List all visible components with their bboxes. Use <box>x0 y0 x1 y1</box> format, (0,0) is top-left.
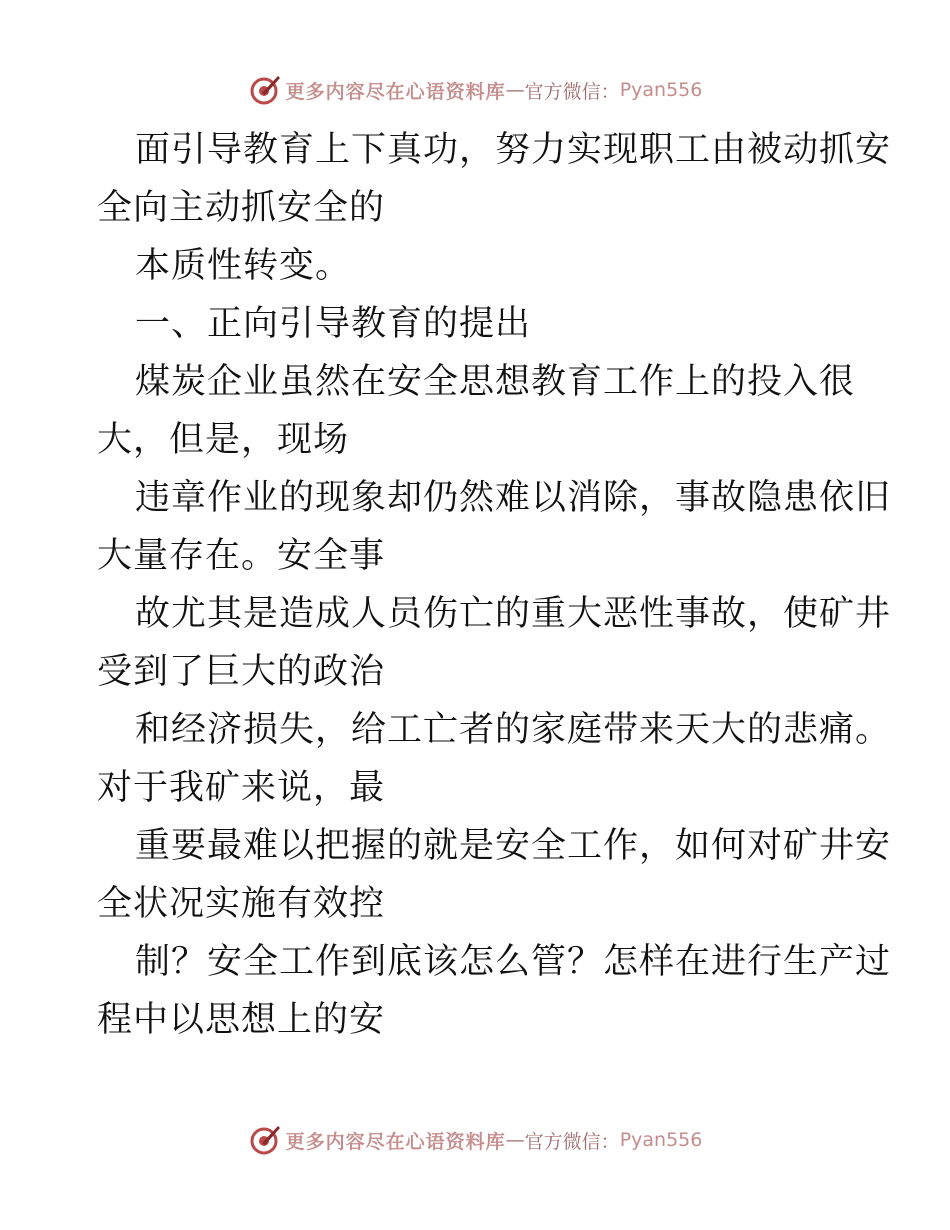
text-line: 对于我矿来说，最 <box>97 768 386 808</box>
watermark-suffix: 官方微信： <box>524 1130 620 1153</box>
quill-logo-icon <box>248 73 282 107</box>
text-line: 制？安全工作到底该怎么管？怎样在进行生产过 <box>135 942 892 982</box>
watermark-main-text: 更多内容尽在心语资料库 <box>285 1130 506 1153</box>
text-line: 面引导教育上下真功，努力实现职工由被动抓安 <box>135 130 892 170</box>
text-line: 违章作业的现象却仍然难以消除，事故隐患依旧 <box>135 478 892 518</box>
watermark-separator: — <box>505 1129 525 1151</box>
watermark-id: Pyan556 <box>619 79 703 101</box>
footer-watermark <box>0 1120 950 1160</box>
text-line: 全向主动抓安全的 <box>97 188 386 228</box>
section-heading: 一、正向引导教育的提出 <box>135 304 532 344</box>
header-watermark <box>0 70 950 110</box>
text-line: 程中以思想上的安 <box>97 1000 386 1040</box>
text-line: 故尤其是造成人员伤亡的重大恶性事故，使矿井 <box>135 594 892 634</box>
document-body <box>97 121 892 1049</box>
watermark-suffix: 官方微信： <box>524 80 620 103</box>
quill-logo-icon <box>248 1123 282 1157</box>
text-line: 大量存在。安全事 <box>97 536 386 576</box>
text-line: 本质性转变。 <box>135 246 352 286</box>
watermark-id: Pyan556 <box>619 1129 703 1151</box>
text-line: 大，但是，现场 <box>97 420 350 460</box>
text-line: 和经济损失，给工亡者的家庭带来天大的悲痛。 <box>135 710 892 750</box>
watermark-main-text: 更多内容尽在心语资料库 <box>285 80 506 103</box>
watermark-separator: — <box>505 79 525 101</box>
text-line: 煤炭企业虽然在安全思想教育工作上的投入很 <box>135 362 856 402</box>
text-line: 受到了巨大的政治 <box>97 652 386 692</box>
text-line: 全状况实施有效控 <box>97 884 386 924</box>
text-line: 重要最难以把握的就是安全工作，如何对矿井安 <box>135 826 892 866</box>
